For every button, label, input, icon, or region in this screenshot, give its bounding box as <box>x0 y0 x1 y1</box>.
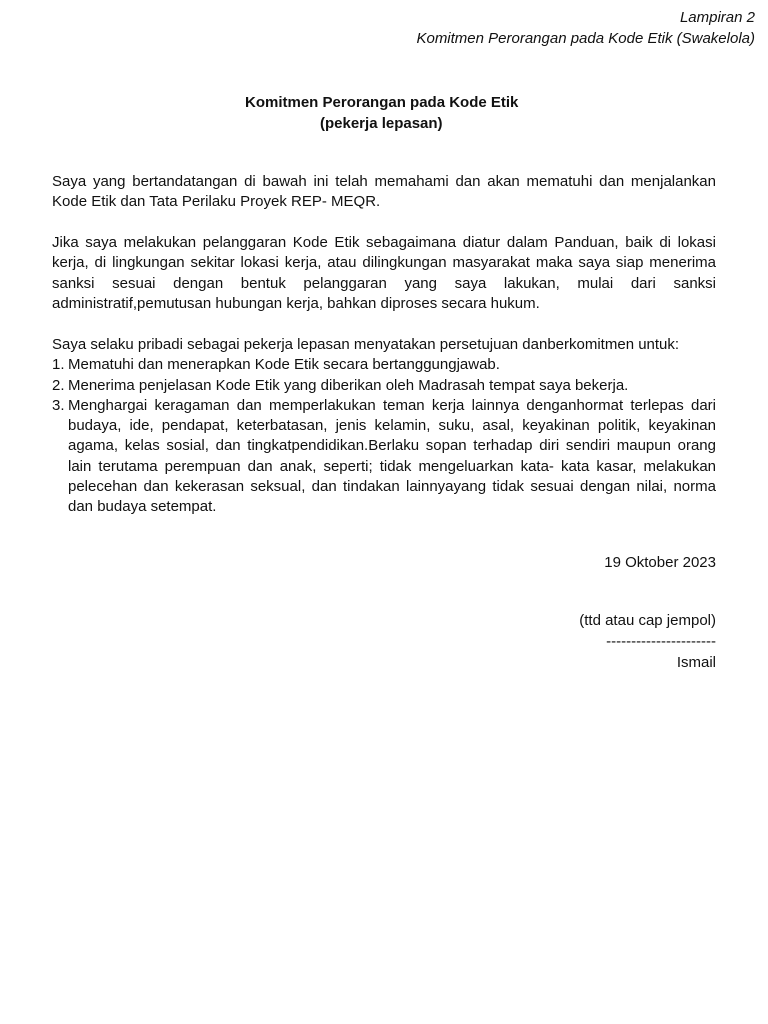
paragraph-sanctions: Jika saya melakukan pelanggaran Kode Etik sebagaimana diatur dalam Panduan, baik di lokasi kerja, di lingkungan sekitar lokasi kerja, atau dilingkungan masyarakat maka saya siap menerima sanksi sesuai dengan bentuk pelanggaran yang saya lakukan, mulai dari sanksi administratif,pemutusan hubungan kerja, bahkan diproses secara hukum. <box>52 234 716 312</box>
list-item-number: 3. <box>52 396 65 414</box>
commitment-list <box>52 355 716 517</box>
attachment-reference: Komitmen Perorangan pada Kode Etik (Swakelola) <box>416 30 755 47</box>
signature-label: (ttd atau cap jempol) <box>579 612 716 629</box>
signer-name: Ismail <box>676 654 716 671</box>
list-item-text: Mematuhi dan menerapkan Kode Etik secara bertanggungjawab. <box>68 356 500 374</box>
attachment-number: Lampiran 2 <box>679 9 755 26</box>
list-item-number: 2. <box>52 376 65 394</box>
list-item <box>52 376 716 396</box>
commitment-intro: Saya selaku pribadi sebagai pekerja lepasan menyatakan persetujuan danberkomitmen untuk: <box>52 336 680 353</box>
list-item <box>52 396 716 518</box>
commitment-section <box>52 335 716 518</box>
list-item-text: Menerima penjelasan Kode Etik yang diberikan oleh Madrasah tempat saya bekerja. <box>68 376 629 394</box>
signature-block <box>579 610 716 673</box>
title-subtitle: (pekerja lepasan) <box>320 115 443 132</box>
list-item <box>52 355 716 375</box>
signature-line: ---------------------- <box>606 633 716 650</box>
document-title <box>0 92 768 134</box>
list-item-number: 1. <box>52 356 65 374</box>
title-main: Komitmen Perorangan pada Kode Etik <box>245 94 519 111</box>
signature-date: 19 Oktober 2023 <box>604 554 716 571</box>
paragraph-understanding: Saya yang bertandatangan di bawah ini telah memahami dan akan mematuhi dan menjalankan Kode Etik dan Tata Perilaku Proyek REP- MEQR. <box>52 173 716 211</box>
list-item-text: Menghargai keragaman dan memperlakukan teman kerja lainnya denganhormat terlepas dari budaya, ide, pendapat, keterbatasan, jenis kelamin, suku, asal, keyakinan politik, keyakinan agama, kelas sosial, dan tingkatpendidikan.Berlaku sopan terhadap diri sendiri maupun orang lain terutama perempuan dan anak, seperti; tidak mengeluarkan kata- kata kasar, melakukan pelecehan dan kekerasan seksual, dan tindakan lainnyayang tidak sesuai dengan nilai, norma dan budaya setempat. <box>68 396 716 516</box>
attachment-header <box>416 7 755 49</box>
